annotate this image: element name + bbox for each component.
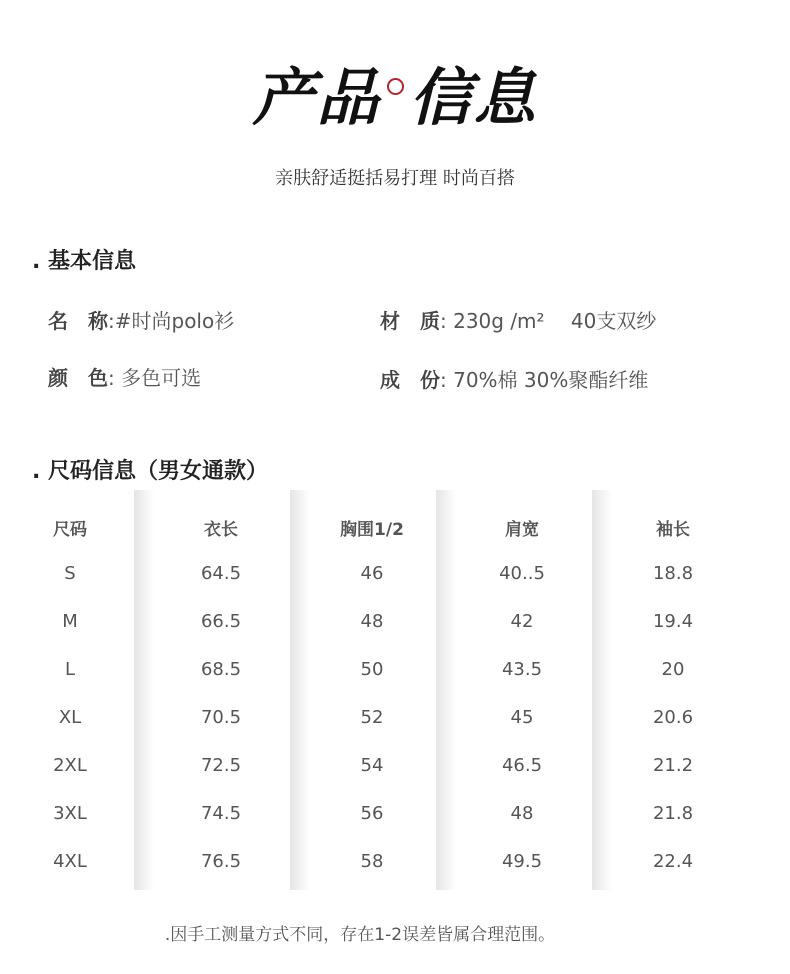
page-title [0, 52, 790, 132]
table-cell: XL [58, 707, 82, 728]
color-row [48, 362, 201, 391]
table-cell: 48 [360, 611, 384, 632]
material-value: : 230g /m² 40支双纱 [440, 309, 657, 333]
material-label: 材 质 [380, 309, 440, 333]
table-cell: 72.5 [200, 755, 242, 776]
table-cell: 46 [360, 563, 384, 584]
table-cell: 19.4 [652, 611, 694, 632]
subtitle: 亲肤舒适挺括易打理 时尚百搭 [275, 168, 515, 189]
column-divider [290, 490, 310, 890]
composition-label: 成 份 [380, 368, 440, 392]
column-header: 衣长 [204, 520, 238, 540]
size-column [312, 490, 432, 890]
composition-value: : 70%棉 30%聚酯纤维 [440, 368, 649, 392]
column-header: 袖长 [656, 520, 690, 540]
table-cell: 45 [510, 707, 534, 728]
table-cell: 49.5 [501, 851, 543, 872]
title-ring-icon [387, 78, 404, 95]
table-cell: 18.8 [652, 563, 694, 584]
table-cell: 70.5 [200, 707, 242, 728]
table-cell: 2XL [53, 755, 87, 776]
column-divider [436, 490, 456, 890]
table-cell: 4XL [53, 851, 87, 872]
composition-row [380, 364, 648, 393]
table-cell: 22.4 [652, 851, 694, 872]
table-cell: 3XL [53, 803, 87, 824]
color-label: 颜 色 [48, 366, 108, 390]
color-value: : 多色可选 [108, 366, 202, 390]
table-cell: S [64, 563, 76, 584]
table-cell: 21.8 [652, 803, 694, 824]
name-value: :#时尚polo衫 [108, 309, 235, 333]
size-info-heading: . 尺码信息（男女通款） [32, 459, 269, 484]
column-header: 尺码 [53, 520, 87, 540]
title-text [252, 48, 537, 137]
size-column [462, 490, 582, 890]
table-cell: 20.6 [652, 707, 694, 728]
column-divider [592, 490, 612, 890]
table-cell: 50 [360, 659, 384, 680]
table-cell: 46.5 [501, 755, 543, 776]
table-cell: 64.5 [200, 563, 242, 584]
table-cell: 21.2 [652, 755, 694, 776]
name-label: 名 称 [48, 309, 108, 333]
size-column [161, 490, 281, 890]
size-column [10, 490, 130, 890]
table-cell: 68.5 [200, 659, 242, 680]
title-part-1: 产品 [252, 60, 381, 134]
table-cell: M [62, 611, 78, 632]
size-column [613, 490, 733, 890]
table-cell: 42 [510, 611, 534, 632]
table-cell: 48 [510, 803, 534, 824]
title-part-2: 信息 [409, 60, 538, 134]
table-cell: 58 [360, 851, 384, 872]
table-cell: 54 [360, 755, 384, 776]
table-cell: 52 [360, 707, 384, 728]
size-table [0, 490, 790, 890]
basic-info-heading: . 基本信息 [32, 249, 137, 274]
table-cell: 56 [360, 803, 384, 824]
footnote: .因手工测量方式不同，存在1-2误差皆属合理范围。 [164, 925, 556, 945]
column-divider [134, 490, 154, 890]
table-cell: 66.5 [200, 611, 242, 632]
table-cell: 74.5 [200, 803, 242, 824]
column-header: 肩宽 [505, 520, 539, 540]
table-cell: 76.5 [200, 851, 242, 872]
table-cell: 20 [661, 659, 685, 680]
name-row [48, 305, 234, 334]
table-cell: 43.5 [501, 659, 543, 680]
material-row [380, 305, 656, 334]
column-header: 胸围1/2 [340, 520, 404, 540]
table-cell: 40..5 [499, 563, 545, 584]
table-cell: L [64, 659, 76, 680]
